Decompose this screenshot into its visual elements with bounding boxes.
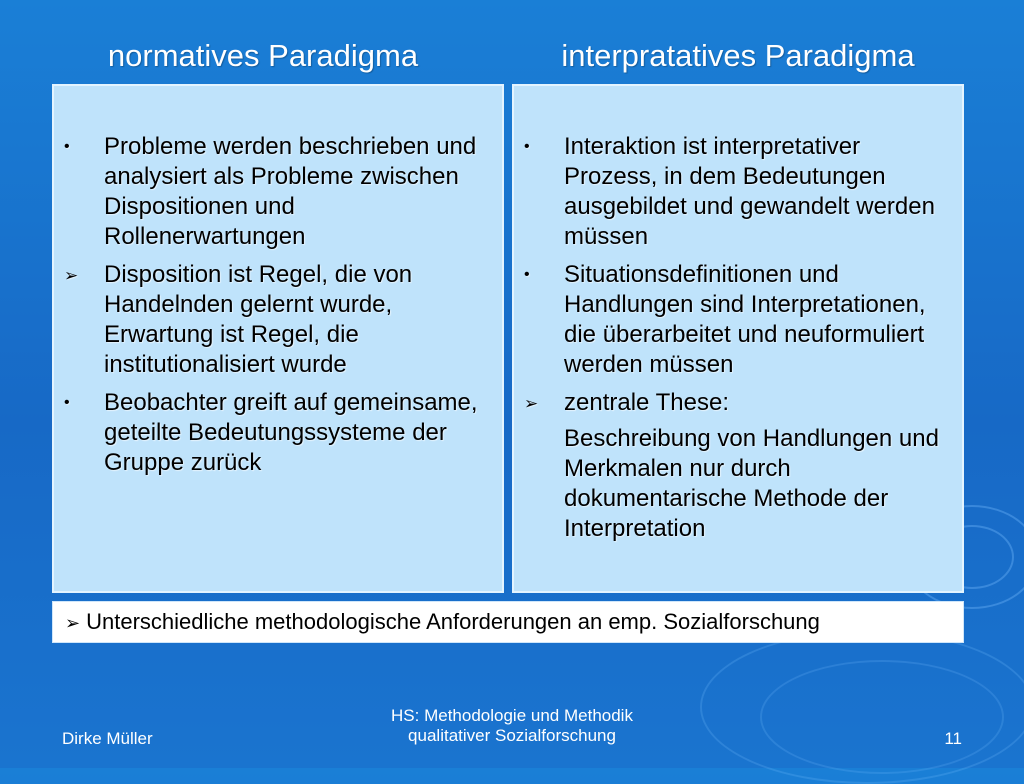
list-item <box>514 260 952 380</box>
arrow-bullet-icon: ➢ <box>65 613 81 633</box>
list-item <box>54 132 488 252</box>
list-item <box>514 388 952 418</box>
list-item-text: Situationsdefinitionen und Handlungen sind Interpretationen, die überarbeitet und neuformuliert werden müssen <box>564 261 926 378</box>
list-item <box>54 388 488 478</box>
bullet-dot-icon: • <box>524 266 530 283</box>
list-item-text: Probleme werden beschrieben und analysiert als Probleme zwischen Dispositionen und Rollenerwartungen <box>104 133 477 250</box>
list-item <box>514 424 952 544</box>
list-item <box>54 260 488 380</box>
arrow-bullet-icon: ➢ <box>524 394 539 413</box>
page-number: 11 <box>944 729 962 748</box>
list-item-text: Disposition ist Regel, die von Handelnden gelernt wurde, Erwartung ist Regel, die institutionalisiert wurde <box>104 261 413 378</box>
bullet-dot-icon: • <box>64 394 70 411</box>
right-panel <box>512 84 964 593</box>
footer-course-title <box>312 706 712 746</box>
right-column-heading: interpratatives Paradigma <box>561 38 915 73</box>
list-item <box>514 132 952 252</box>
list-item-text: Beschreibung von Handlungen und Merkmalen nur durch dokumentarische Methode der Interpretation <box>564 425 939 542</box>
bullet-dot-icon: • <box>64 138 70 155</box>
left-panel <box>52 84 504 593</box>
bullet-dot-icon: • <box>524 138 530 155</box>
list-item-text: zentrale These: <box>564 389 729 416</box>
right-bullet-list <box>514 132 952 544</box>
footer-course-line: HS: Methodologie und Methodik <box>391 706 633 725</box>
left-column-heading: normatives Paradigma <box>107 38 419 73</box>
arrow-bullet-icon: ➢ <box>64 266 79 285</box>
footer-author: Dirke Müller <box>62 729 153 748</box>
list-item-text: Beobachter greift auf gemeinsame, geteilte Bedeutungssysteme der Gruppe zurück <box>104 389 478 476</box>
background-ripple <box>760 660 1004 774</box>
summary-text: Unterschiedliche methodologische Anforderungen an emp. Sozialforschung <box>86 609 820 634</box>
footer-course-line: qualitativer Sozialforschung <box>408 726 616 745</box>
summary-box <box>52 601 964 643</box>
list-item-text: Interaktion ist interpretativer Prozess, in dem Bedeutungen ausgebildet und gewandelt werden müssen <box>564 133 935 250</box>
left-bullet-list <box>54 132 488 478</box>
